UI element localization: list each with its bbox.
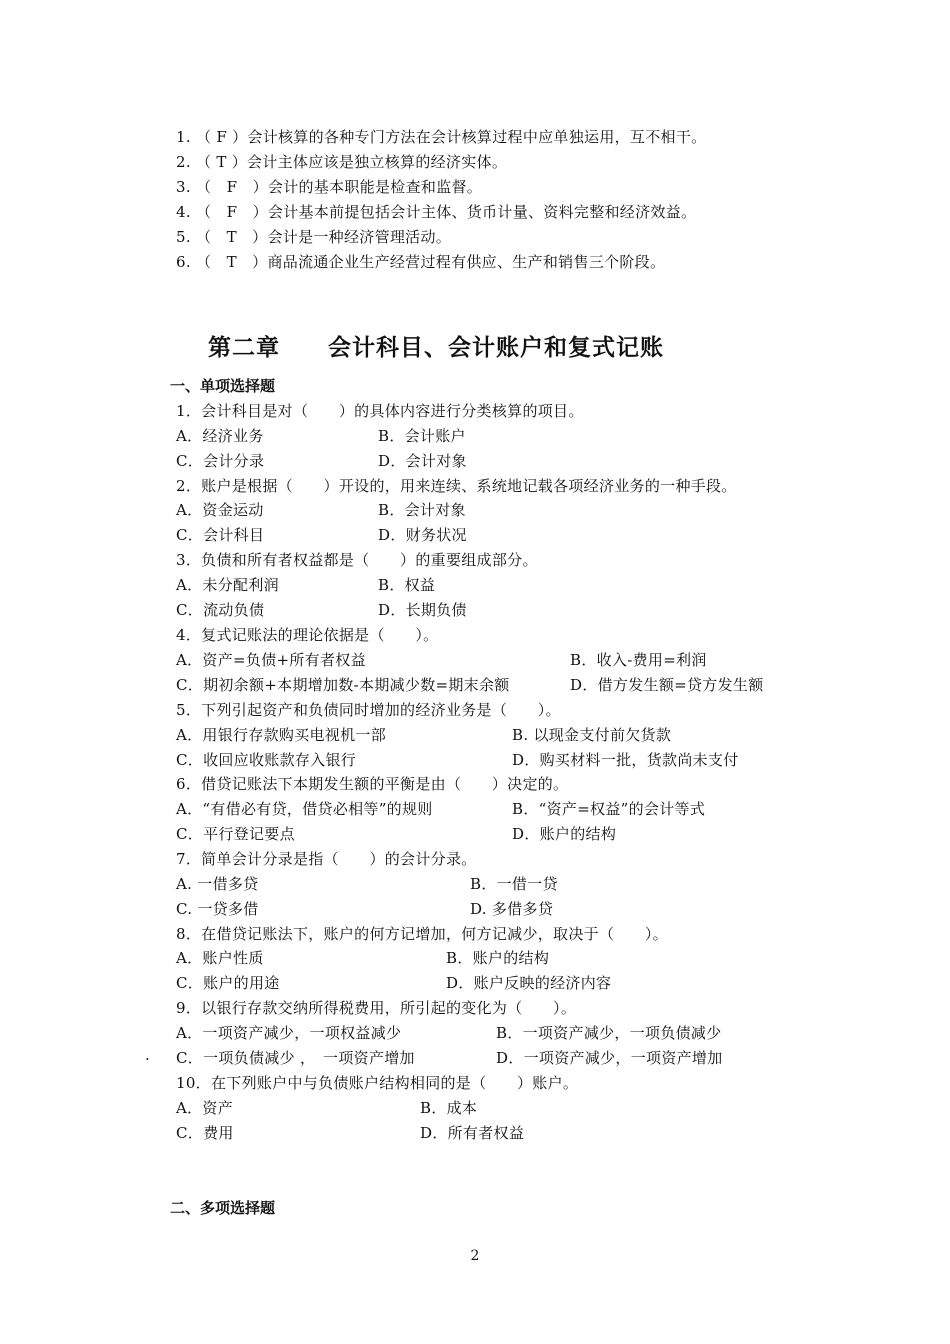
question-option: D．购买材料一批，货款尚未支付 <box>512 751 739 769</box>
question-option: D．一项资产减少，一项资产增加 <box>496 1049 723 1067</box>
question-stem: 1．会计科目是对（ ）的具体内容进行分类核算的项目。 <box>176 402 584 420</box>
question-option: A．资产 <box>176 1099 234 1117</box>
true-false-item: 2. （ T ）会计主体应该是独立核算的经济实体。 <box>176 153 508 171</box>
question-option: A. 一借多贷 <box>176 875 259 893</box>
question-stem: 6．借贷记账法下本期发生额的平衡是由（ ）决定的。 <box>176 775 569 793</box>
section-title-single-choice: 一、单项选择题 <box>170 377 276 395</box>
question-option: D．账户的结构 <box>512 825 617 843</box>
question-option: D．长期负债 <box>378 601 467 619</box>
question-option: B．收入-费用=利润 <box>570 651 707 669</box>
question-option: C．费用 <box>176 1124 234 1142</box>
question-option: D．财务状况 <box>378 526 467 544</box>
question-option: D．所有者权益 <box>420 1124 525 1142</box>
question-option: A．用银行存款购买电视机一部 <box>176 726 387 744</box>
true-false-item: 4. （ F ）会计基本前提包括会计主体、货币计量、资料完整和经济效益。 <box>176 203 697 221</box>
question-option: A．经济业务 <box>176 427 264 445</box>
question-option: B．“资产=权益”的会计等式 <box>512 800 706 818</box>
question-stem: 9．以银行存款交纳所得税费用，所引起的变化为（ ）。 <box>176 999 577 1017</box>
question-option: A．资产=负债+所有者权益 <box>176 651 366 669</box>
question-option: A．资金运动 <box>176 501 264 519</box>
question-option: B．权益 <box>378 576 436 594</box>
question-stem: 4．复式记账法的理论依据是（ ）。 <box>176 626 439 644</box>
question-option: D．会计对象 <box>378 452 467 470</box>
question-option: B．一借一贷 <box>470 875 558 893</box>
question-option: C．平行登记要点 <box>176 825 295 843</box>
question-stem: 3．负债和所有者权益都是（ ）的重要组成部分。 <box>176 551 538 569</box>
question-option: A．“有借必有贷，借贷必相等”的规则 <box>176 800 433 818</box>
question-stem: 2．账户是根据（ ）开设的，用来连续、系统地记载各项经济业务的一种手段。 <box>176 477 737 495</box>
question-stem: 7．简单会计分录是指（ ）的会计分录。 <box>176 850 477 868</box>
true-false-item: 3. （ F ）会计的基本职能是检查和监督。 <box>176 178 483 196</box>
question-option: C. 一贷多借 <box>176 900 259 918</box>
question-option: B．账户的结构 <box>446 949 550 967</box>
question-option: C．期初余额+本期增加数-本期减少数=期末余额 <box>176 676 510 694</box>
question-option: B．成本 <box>420 1099 478 1117</box>
true-false-item: 1. （ F ）会计核算的各种专门方法在会计核算过程中应单独运用，互不相干。 <box>176 128 707 146</box>
section-title-multiple-choice: 二、多项选择题 <box>170 1199 276 1217</box>
question-option: D．账户反映的经济内容 <box>446 974 612 992</box>
question-option: B. 以现金支付前欠货款 <box>512 726 672 744</box>
true-false-item: 5. （ T ）会计是一种经济管理活动。 <box>176 228 452 246</box>
question-option: C．会计分录 <box>176 452 265 470</box>
chapter-title: 第二章 会计科目、会计账户和复式记账 <box>208 335 664 361</box>
question-stem: 10．在下列账户中与负债账户结构相同的是（ ）账户。 <box>176 1074 579 1092</box>
question-option: C．流动负债 <box>176 601 265 619</box>
true-false-item: 6. （ T ）商品流通企业生产经营过程有供应、生产和销售三个阶段。 <box>176 253 666 271</box>
question-option: B．会计对象 <box>378 501 466 519</box>
question-option: D．借方发生额=贷方发生额 <box>570 676 764 694</box>
question-stem: 8．在借贷记账法下，账户的何方记增加，何方记减少，取决于（ ）。 <box>176 925 668 943</box>
stray-dot: . <box>145 1046 150 1064</box>
question-option: B．会计账户 <box>378 427 466 445</box>
question-option: D. 多借多贷 <box>470 900 554 918</box>
question-stem: 5．下列引起资产和负债同时增加的经济业务是（ ）。 <box>176 701 561 719</box>
question-option: A．一项资产减少，一项权益减少 <box>176 1024 402 1042</box>
question-option: C．一项负债减少 ， 一项资产增加 <box>176 1049 415 1067</box>
question-option: A．账户性质 <box>176 949 264 967</box>
question-option: C．账户的用途 <box>176 974 280 992</box>
page-number: 2 <box>470 1248 480 1264</box>
question-option: B．一项资产减少，一项负债减少 <box>496 1024 722 1042</box>
question-option: A．未分配利润 <box>176 576 279 594</box>
question-option: C．会计科目 <box>176 526 265 544</box>
question-option: C．收回应收账款存入银行 <box>176 751 357 769</box>
